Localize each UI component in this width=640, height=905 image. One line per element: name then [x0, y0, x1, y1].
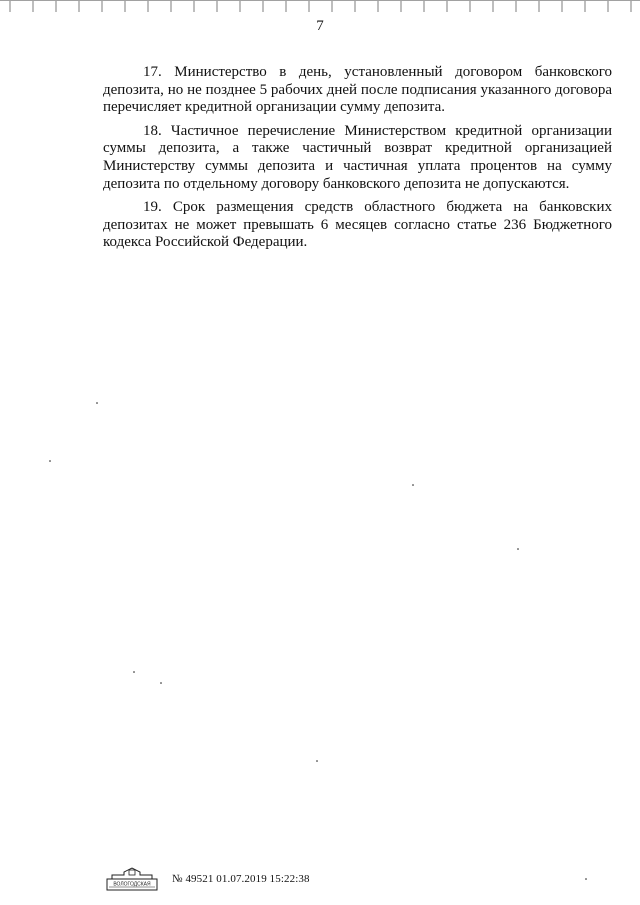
document-footer [106, 866, 310, 892]
scan-speck [585, 878, 587, 880]
scan-speck [316, 760, 318, 762]
registration-stamp: № 49521 01.07.2019 15:22:38 [172, 873, 310, 885]
scan-speck [49, 460, 51, 462]
scan-speck [412, 484, 414, 486]
scan-edge-noise [0, 0, 640, 12]
scan-speck [517, 548, 519, 550]
scan-speck [96, 402, 98, 404]
scan-speck [133, 671, 135, 673]
seal-text: ВОЛОГОДСКАЯ [113, 881, 151, 888]
page-number: 7 [316, 18, 324, 34]
registry-seal-icon [106, 866, 158, 892]
paragraph-17: 17. Министерство в день, установленный договором банковского депозита, но не позднее 5 рабочих дней после подписания указанного договора перечисляет кредитной организации сумму депозита. [103, 64, 612, 116]
paragraph-19: 19. Срок размещения средств областного бюджета на банковских депозитах не может превышать 6 месяцев согласно статье 236 Бюджетного кодекса Российской Федерации. [103, 199, 612, 251]
paragraph-18: 18. Частичное перечисление Министерством кредитной организации суммы депозита, а также частичный возврат кредитной организацией Министерству суммы депозита и частичная уплата процентов на сумму депозита по отдельному договору банковского депозита не допускаются. [103, 122, 612, 192]
document-body [103, 64, 612, 258]
scan-speck [160, 682, 162, 684]
